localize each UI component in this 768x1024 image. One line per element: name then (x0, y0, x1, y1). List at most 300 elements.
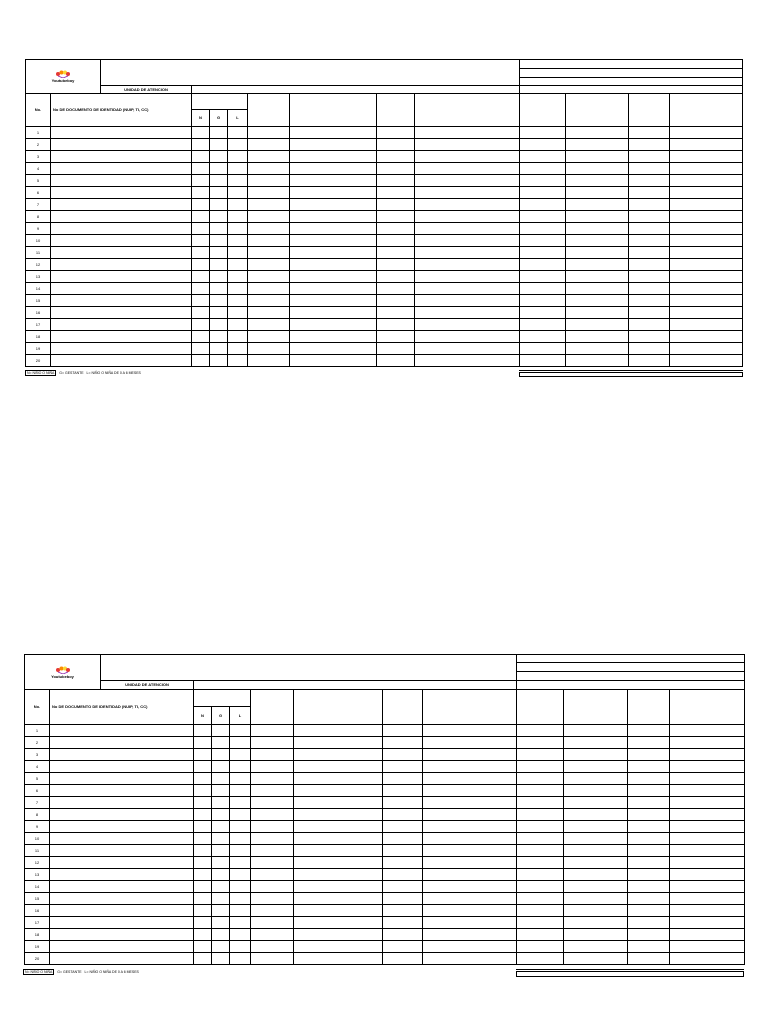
cell[interactable] (230, 773, 251, 785)
cell[interactable] (415, 271, 520, 283)
cell[interactable] (520, 307, 566, 319)
cell[interactable] (670, 319, 743, 331)
cell[interactable] (192, 139, 210, 151)
cell[interactable] (377, 343, 415, 355)
cell[interactable] (377, 127, 415, 139)
document-cell[interactable] (50, 809, 194, 821)
cell[interactable] (192, 355, 210, 367)
cell[interactable] (290, 211, 377, 223)
cell[interactable] (423, 929, 517, 941)
cell[interactable] (415, 319, 520, 331)
cell[interactable] (230, 941, 251, 953)
cell[interactable] (423, 941, 517, 953)
cell[interactable] (251, 869, 294, 881)
cell[interactable] (566, 283, 629, 295)
document-cell[interactable] (51, 319, 192, 331)
cell[interactable] (228, 187, 248, 199)
cell[interactable] (517, 953, 564, 965)
cell[interactable] (670, 869, 745, 881)
cell[interactable] (520, 223, 566, 235)
cell[interactable] (670, 749, 745, 761)
cell[interactable] (228, 283, 248, 295)
cell[interactable] (294, 749, 383, 761)
cell[interactable] (670, 737, 745, 749)
cell[interactable] (629, 343, 670, 355)
cell[interactable] (423, 917, 517, 929)
cell[interactable] (423, 797, 517, 809)
cell[interactable] (294, 785, 383, 797)
cell[interactable] (230, 905, 251, 917)
cell[interactable] (294, 737, 383, 749)
document-cell[interactable] (50, 869, 194, 881)
cell[interactable] (228, 223, 248, 235)
cell[interactable] (628, 833, 670, 845)
cell[interactable] (290, 283, 377, 295)
cell[interactable] (520, 259, 566, 271)
cell[interactable] (564, 953, 628, 965)
cell[interactable] (294, 917, 383, 929)
cell[interactable] (628, 869, 670, 881)
cell[interactable] (517, 893, 564, 905)
cell[interactable] (517, 881, 564, 893)
cell[interactable] (670, 725, 745, 737)
document-cell[interactable] (50, 953, 194, 965)
cell[interactable] (294, 905, 383, 917)
cell[interactable] (248, 127, 290, 139)
cell[interactable] (228, 151, 248, 163)
cell[interactable] (423, 869, 517, 881)
cell[interactable] (628, 845, 670, 857)
cell[interactable] (251, 881, 294, 893)
cell[interactable] (228, 259, 248, 271)
cell[interactable] (290, 163, 377, 175)
cell[interactable] (230, 821, 251, 833)
cell[interactable] (230, 893, 251, 905)
cell[interactable] (629, 235, 670, 247)
cell[interactable] (212, 833, 230, 845)
cell[interactable] (629, 139, 670, 151)
cell[interactable] (520, 319, 566, 331)
cell[interactable] (194, 833, 212, 845)
cell[interactable] (670, 833, 745, 845)
document-cell[interactable] (50, 929, 194, 941)
cell[interactable] (251, 941, 294, 953)
cell[interactable] (290, 343, 377, 355)
cell[interactable] (628, 917, 670, 929)
cell[interactable] (670, 821, 745, 833)
cell[interactable] (228, 175, 248, 187)
cell[interactable] (423, 821, 517, 833)
cell[interactable] (290, 319, 377, 331)
cell[interactable] (520, 331, 566, 343)
cell[interactable] (670, 893, 745, 905)
document-cell[interactable] (50, 725, 194, 737)
cell[interactable] (629, 151, 670, 163)
cell[interactable] (517, 857, 564, 869)
cell[interactable] (564, 869, 628, 881)
document-cell[interactable] (50, 941, 194, 953)
cell[interactable] (290, 259, 377, 271)
cell[interactable] (628, 725, 670, 737)
cell[interactable] (566, 319, 629, 331)
cell[interactable] (517, 785, 564, 797)
cell[interactable] (212, 749, 230, 761)
cell[interactable] (415, 355, 520, 367)
cell[interactable] (520, 295, 566, 307)
cell[interactable] (415, 295, 520, 307)
cell[interactable] (520, 163, 566, 175)
cell[interactable] (194, 929, 212, 941)
cell[interactable] (212, 917, 230, 929)
cell[interactable] (415, 211, 520, 223)
cell[interactable] (251, 809, 294, 821)
cell[interactable] (629, 283, 670, 295)
cell[interactable] (377, 259, 415, 271)
cell[interactable] (210, 259, 228, 271)
cell[interactable] (210, 187, 228, 199)
cell[interactable] (517, 725, 564, 737)
cell[interactable] (629, 187, 670, 199)
cell[interactable] (517, 773, 564, 785)
cell[interactable] (192, 187, 210, 199)
cell[interactable] (415, 199, 520, 211)
cell[interactable] (564, 893, 628, 905)
cell[interactable] (415, 127, 520, 139)
cell[interactable] (670, 163, 743, 175)
cell[interactable] (377, 199, 415, 211)
cell[interactable] (629, 319, 670, 331)
cell[interactable] (415, 187, 520, 199)
cell[interactable] (629, 331, 670, 343)
document-cell[interactable] (51, 283, 192, 295)
cell[interactable] (383, 809, 423, 821)
cell[interactable] (212, 905, 230, 917)
cell[interactable] (212, 737, 230, 749)
cell[interactable] (294, 869, 383, 881)
cell[interactable] (383, 929, 423, 941)
cell[interactable] (520, 235, 566, 247)
cell[interactable] (251, 725, 294, 737)
cell[interactable] (228, 139, 248, 151)
cell[interactable] (566, 139, 629, 151)
cell[interactable] (228, 163, 248, 175)
cell[interactable] (670, 223, 743, 235)
cell[interactable] (210, 127, 228, 139)
cell[interactable] (210, 271, 228, 283)
cell[interactable] (290, 175, 377, 187)
cell[interactable] (383, 953, 423, 965)
cell[interactable] (415, 343, 520, 355)
cell[interactable] (415, 139, 520, 151)
cell[interactable] (566, 163, 629, 175)
cell[interactable] (192, 307, 210, 319)
cell[interactable] (230, 785, 251, 797)
cell[interactable] (377, 271, 415, 283)
cell[interactable] (210, 247, 228, 259)
cell[interactable] (383, 833, 423, 845)
document-cell[interactable] (51, 331, 192, 343)
cell[interactable] (377, 175, 415, 187)
cell[interactable] (629, 199, 670, 211)
cell[interactable] (210, 235, 228, 247)
cell[interactable] (566, 355, 629, 367)
cell[interactable] (670, 857, 745, 869)
document-cell[interactable] (51, 271, 192, 283)
cell[interactable] (628, 773, 670, 785)
cell[interactable] (248, 247, 290, 259)
cell[interactable] (670, 929, 745, 941)
cell[interactable] (520, 247, 566, 259)
cell[interactable] (210, 151, 228, 163)
cell[interactable] (517, 929, 564, 941)
cell[interactable] (415, 163, 520, 175)
cell[interactable] (251, 893, 294, 905)
cell[interactable] (251, 929, 294, 941)
cell[interactable] (423, 773, 517, 785)
document-cell[interactable] (51, 175, 192, 187)
cell[interactable] (377, 247, 415, 259)
cell[interactable] (423, 749, 517, 761)
cell[interactable] (564, 785, 628, 797)
cell[interactable] (517, 905, 564, 917)
cell[interactable] (628, 749, 670, 761)
cell[interactable] (210, 331, 228, 343)
cell[interactable] (228, 199, 248, 211)
cell[interactable] (564, 929, 628, 941)
cell[interactable] (194, 797, 212, 809)
cell[interactable] (383, 749, 423, 761)
cell[interactable] (670, 211, 743, 223)
cell[interactable] (294, 893, 383, 905)
cell[interactable] (251, 737, 294, 749)
cell[interactable] (194, 821, 212, 833)
cell[interactable] (228, 355, 248, 367)
cell[interactable] (670, 941, 745, 953)
cell[interactable] (564, 809, 628, 821)
cell[interactable] (628, 809, 670, 821)
cell[interactable] (670, 295, 743, 307)
cell[interactable] (628, 737, 670, 749)
cell[interactable] (212, 845, 230, 857)
cell[interactable] (423, 881, 517, 893)
cell[interactable] (251, 749, 294, 761)
cell[interactable] (251, 833, 294, 845)
cell[interactable] (377, 187, 415, 199)
cell[interactable] (248, 199, 290, 211)
cell[interactable] (566, 223, 629, 235)
cell[interactable] (564, 941, 628, 953)
cell[interactable] (383, 737, 423, 749)
cell[interactable] (228, 343, 248, 355)
document-cell[interactable] (51, 139, 192, 151)
document-cell[interactable] (50, 881, 194, 893)
document-cell[interactable] (50, 857, 194, 869)
cell[interactable] (192, 151, 210, 163)
cell[interactable] (194, 905, 212, 917)
cell[interactable] (230, 857, 251, 869)
cell[interactable] (628, 761, 670, 773)
cell[interactable] (383, 725, 423, 737)
cell[interactable] (290, 151, 377, 163)
cell[interactable] (628, 929, 670, 941)
cell[interactable] (520, 139, 566, 151)
cell[interactable] (290, 295, 377, 307)
cell[interactable] (194, 881, 212, 893)
cell[interactable] (670, 785, 745, 797)
cell[interactable] (248, 151, 290, 163)
cell[interactable] (377, 223, 415, 235)
cell[interactable] (192, 235, 210, 247)
cell[interactable] (377, 319, 415, 331)
cell[interactable] (670, 139, 743, 151)
cell[interactable] (230, 725, 251, 737)
cell[interactable] (251, 761, 294, 773)
cell[interactable] (377, 211, 415, 223)
cell[interactable] (210, 139, 228, 151)
cell[interactable] (248, 187, 290, 199)
cell[interactable] (228, 127, 248, 139)
cell[interactable] (670, 953, 745, 965)
cell[interactable] (377, 355, 415, 367)
cell[interactable] (192, 343, 210, 355)
cell[interactable] (566, 343, 629, 355)
cell[interactable] (566, 151, 629, 163)
cell[interactable] (377, 139, 415, 151)
cell[interactable] (670, 845, 745, 857)
cell[interactable] (628, 857, 670, 869)
cell[interactable] (230, 797, 251, 809)
cell[interactable] (629, 211, 670, 223)
cell[interactable] (566, 175, 629, 187)
cell[interactable] (520, 343, 566, 355)
document-cell[interactable] (51, 247, 192, 259)
cell[interactable] (517, 941, 564, 953)
cell[interactable] (194, 869, 212, 881)
cell[interactable] (670, 283, 743, 295)
cell[interactable] (212, 953, 230, 965)
cell[interactable] (251, 905, 294, 917)
cell[interactable] (670, 773, 745, 785)
cell[interactable] (212, 881, 230, 893)
cell[interactable] (415, 331, 520, 343)
document-cell[interactable] (51, 355, 192, 367)
cell[interactable] (212, 821, 230, 833)
document-cell[interactable] (50, 893, 194, 905)
cell[interactable] (423, 953, 517, 965)
cell[interactable] (248, 331, 290, 343)
cell[interactable] (670, 797, 745, 809)
cell[interactable] (251, 773, 294, 785)
cell[interactable] (566, 127, 629, 139)
cell[interactable] (228, 307, 248, 319)
cell[interactable] (294, 809, 383, 821)
cell[interactable] (194, 917, 212, 929)
cell[interactable] (228, 211, 248, 223)
document-cell[interactable] (50, 797, 194, 809)
cell[interactable] (251, 797, 294, 809)
cell[interactable] (210, 343, 228, 355)
cell[interactable] (290, 127, 377, 139)
cell[interactable] (248, 175, 290, 187)
cell[interactable] (194, 761, 212, 773)
cell[interactable] (520, 211, 566, 223)
cell[interactable] (564, 749, 628, 761)
cell[interactable] (192, 223, 210, 235)
cell[interactable] (251, 953, 294, 965)
cell[interactable] (670, 355, 743, 367)
cell[interactable] (566, 187, 629, 199)
cell[interactable] (192, 319, 210, 331)
cell[interactable] (230, 845, 251, 857)
cell[interactable] (290, 355, 377, 367)
cell[interactable] (415, 151, 520, 163)
cell[interactable] (670, 343, 743, 355)
cell[interactable] (210, 307, 228, 319)
cell[interactable] (520, 271, 566, 283)
cell[interactable] (564, 917, 628, 929)
document-cell[interactable] (51, 259, 192, 271)
cell[interactable] (383, 761, 423, 773)
cell[interactable] (377, 163, 415, 175)
cell[interactable] (670, 271, 743, 283)
cell[interactable] (566, 259, 629, 271)
cell[interactable] (212, 725, 230, 737)
cell[interactable] (670, 761, 745, 773)
cell[interactable] (564, 773, 628, 785)
cell[interactable] (210, 223, 228, 235)
cell[interactable] (423, 725, 517, 737)
cell[interactable] (415, 175, 520, 187)
cell[interactable] (383, 917, 423, 929)
document-cell[interactable] (50, 737, 194, 749)
cell[interactable] (670, 187, 743, 199)
document-cell[interactable] (51, 343, 192, 355)
cell[interactable] (294, 953, 383, 965)
cell[interactable] (564, 833, 628, 845)
cell[interactable] (294, 857, 383, 869)
cell[interactable] (629, 223, 670, 235)
cell[interactable] (629, 247, 670, 259)
cell[interactable] (566, 271, 629, 283)
cell[interactable] (212, 761, 230, 773)
cell[interactable] (517, 869, 564, 881)
cell[interactable] (377, 151, 415, 163)
cell[interactable] (520, 187, 566, 199)
cell[interactable] (377, 295, 415, 307)
cell[interactable] (251, 917, 294, 929)
cell[interactable] (423, 785, 517, 797)
cell[interactable] (212, 809, 230, 821)
document-cell[interactable] (51, 295, 192, 307)
cell[interactable] (230, 737, 251, 749)
cell[interactable] (228, 271, 248, 283)
cell[interactable] (670, 809, 745, 821)
cell[interactable] (564, 857, 628, 869)
cell[interactable] (194, 845, 212, 857)
cell[interactable] (670, 199, 743, 211)
cell[interactable] (383, 893, 423, 905)
cell[interactable] (564, 725, 628, 737)
document-cell[interactable] (51, 151, 192, 163)
cell[interactable] (517, 845, 564, 857)
cell[interactable] (228, 331, 248, 343)
cell[interactable] (423, 893, 517, 905)
cell[interactable] (248, 295, 290, 307)
cell[interactable] (415, 235, 520, 247)
cell[interactable] (423, 905, 517, 917)
cell[interactable] (248, 259, 290, 271)
cell[interactable] (192, 127, 210, 139)
